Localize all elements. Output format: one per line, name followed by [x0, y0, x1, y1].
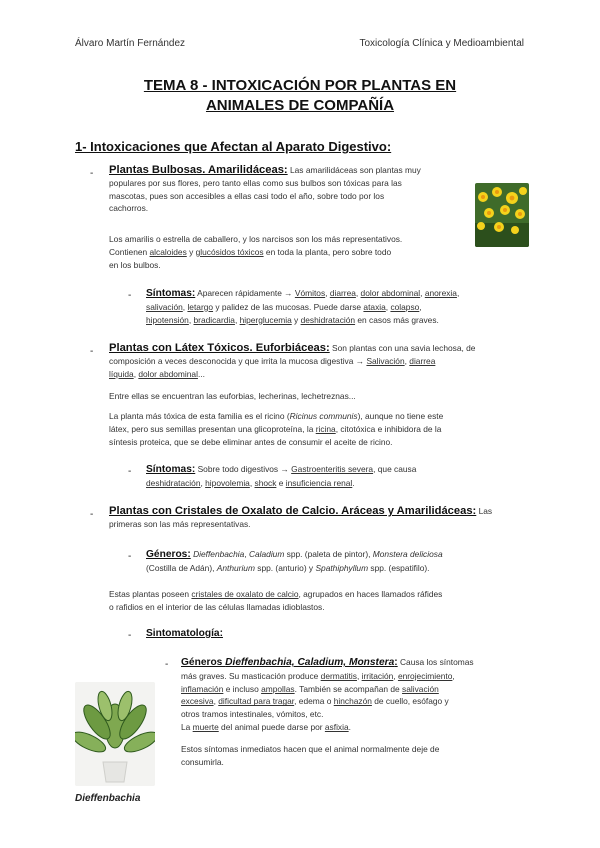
- text: populares por sus flores, pero tanto ellas como sus bulbos son tóxicas para las: [109, 177, 402, 188]
- term: dificultad para tragar: [218, 696, 295, 707]
- text: o rafidios en el interior de las células llamadas idioblastos.: [109, 601, 325, 612]
- text: (Costilla de Adán),: [146, 562, 217, 573]
- text: Sobre todo digestivos →: [195, 464, 292, 474]
- bullet-dash: -: [90, 168, 94, 179]
- term: colapso: [390, 301, 420, 312]
- term: excesiva: [181, 696, 214, 707]
- term: anorexia: [424, 288, 457, 298]
- text: del animal puede darse por: [218, 721, 325, 732]
- page-title-line1: TEMA 8 - INTOXICACIÓN POR PLANTAS EN: [143, 77, 457, 94]
- genera-label: Géneros: [181, 657, 226, 668]
- text: síntesis proteica, que se debe eliminar antes de consumir el aceite de ricino.: [109, 436, 393, 447]
- text: , edema o: [294, 696, 334, 707]
- term: letargo: [187, 301, 214, 312]
- latex-paragraph-3: [109, 410, 529, 448]
- term: hiperglucemia: [239, 314, 292, 325]
- term: bradicardia: [193, 314, 235, 325]
- dieffenbachia-details-2: [181, 743, 536, 769]
- text: ,: [325, 288, 330, 298]
- oxalato-genera: [146, 548, 531, 575]
- text: composición a veces desconocida y que irrita la mucosa digestiva →: [109, 355, 367, 366]
- term: shock: [254, 477, 277, 488]
- genus-name: Caladium: [248, 549, 285, 559]
- text: e: [276, 477, 286, 488]
- latex-paragraph: [109, 342, 529, 380]
- text: y: [186, 246, 196, 257]
- text: ,: [419, 301, 422, 312]
- text: en casos más graves.: [355, 314, 439, 325]
- text: ,: [355, 288, 361, 298]
- genus-name: Dieffenbachia: [193, 549, 245, 559]
- term: dolor abdominal: [138, 368, 198, 379]
- text: otros tramos intestinales, vómitos, etc.: [181, 709, 324, 720]
- text: ,: [452, 670, 455, 681]
- text: en los bulbos.: [109, 259, 161, 270]
- bullet-dash: -: [90, 346, 94, 357]
- bulbosas-paragraph-2: [109, 233, 469, 271]
- term: hinchazón: [333, 696, 372, 707]
- text: La: [181, 721, 193, 732]
- dieffenbachia-details: [181, 656, 536, 734]
- text: ,: [420, 288, 425, 298]
- text: Las amarilidáceas son plantas muy: [287, 165, 421, 175]
- text: Son plantas con una savia lechosa, de: [329, 343, 476, 353]
- latex-heading: Plantas con Látex Tóxicos. Euforbiáceas:: [109, 342, 330, 354]
- text: ,: [133, 368, 139, 379]
- daffodil-photo: [475, 183, 529, 247]
- text: Estos síntomas inmediatos hacen que el animal normalmente deje de: [181, 744, 440, 754]
- bulbosas-symptoms: [146, 287, 526, 326]
- latex-symptoms: [146, 463, 526, 490]
- text: en toda la planta, pero sobre todo: [263, 246, 392, 257]
- oxalato-paragraph: [109, 505, 534, 531]
- text: , que causa: [373, 464, 417, 474]
- text: Estas plantas poseen: [109, 589, 192, 599]
- text: primeras son las más representativas.: [109, 518, 251, 529]
- text: Aparecen rápidamente →: [195, 288, 295, 298]
- text: ,: [404, 355, 410, 366]
- text: más graves. Su masticación produce: [181, 670, 321, 681]
- text: ,: [213, 696, 219, 707]
- text: spp. (anturio) y: [254, 562, 316, 573]
- term: insuficiencia renal: [285, 477, 353, 488]
- text: ...: [197, 368, 205, 379]
- text: ,: [393, 670, 398, 681]
- term: deshidratación: [146, 477, 201, 488]
- bullet-dash: -: [128, 630, 132, 641]
- bulbosas-paragraph: [109, 164, 469, 215]
- term: ricina: [315, 423, 336, 434]
- term: salivación: [402, 683, 439, 694]
- text: spp. (paleta de pintor),: [284, 549, 373, 559]
- text: Contienen: [109, 246, 150, 257]
- term: dolor abdominal: [360, 288, 421, 298]
- text: ,: [356, 670, 362, 681]
- text: La planta más tóxica de esta familia es el ricino (: [109, 411, 290, 421]
- text: Las: [476, 506, 493, 516]
- bullet-dash: -: [128, 551, 132, 562]
- term: ampollas: [261, 683, 295, 694]
- text: consumirla.: [181, 756, 224, 767]
- text: y palidez de las mucosas. Puede darse: [213, 301, 364, 312]
- term: Vómitos: [294, 288, 326, 298]
- bullet-dash: -: [128, 466, 132, 477]
- text: :: [394, 657, 398, 668]
- text: ,: [234, 314, 240, 325]
- bullet-dash: -: [128, 290, 132, 301]
- species-name: Ricinus communis: [289, 411, 358, 421]
- symptomatology-label: Sintomatología:: [146, 628, 223, 639]
- term: inflamación: [181, 683, 224, 694]
- term: asfixia: [324, 721, 349, 732]
- text: ,: [200, 477, 206, 488]
- text: ,: [188, 314, 194, 325]
- text: e incluso: [223, 683, 262, 694]
- latex-paragraph-2: Entre ellas se encuentran las euforbias, lecherinas, lechetreznas...: [109, 391, 356, 401]
- text: ,: [385, 301, 391, 312]
- term: diarrea: [409, 355, 436, 366]
- term: glucósidos tóxicos: [195, 246, 264, 257]
- term: diarrea: [329, 288, 356, 298]
- text: Los amarilis o estrella de caballero, y los narcisos son los más representativos.: [109, 234, 403, 244]
- term: cristales de oxalato de calcio: [191, 589, 299, 599]
- term: Salivación: [366, 355, 405, 366]
- image-caption: Dieffenbachia: [75, 793, 141, 804]
- header-author: Álvaro Martín Fernández: [75, 38, 186, 49]
- term: Gastroenteritis severa: [291, 464, 374, 474]
- oxalato-heading: Plantas con Cristales de Oxalato de Calcio. Aráceas y Amarilidáceas:: [109, 505, 477, 517]
- term: alcaloides: [149, 246, 187, 257]
- text: mascotas, pues son accesibles a ellas casi todo el año, sobre todo por los: [109, 190, 385, 201]
- term: enrojecimiento: [397, 670, 453, 681]
- bullet-dash: -: [90, 509, 94, 520]
- bullet-dash: -: [165, 659, 169, 670]
- genus-name: Monstera deliciosa: [372, 549, 443, 559]
- text: ,: [249, 477, 255, 488]
- term: salivación: [146, 301, 183, 312]
- term: deshidratación: [300, 314, 356, 325]
- text: cachorros.: [109, 203, 149, 214]
- header-course: Toxicología Clínica y Medioambiental: [359, 38, 524, 49]
- text: ,: [456, 288, 460, 298]
- section-heading: 1- Intoxicaciones que Afectan al Aparato Digestivo:: [75, 139, 392, 154]
- term: dermatitis: [320, 670, 357, 681]
- text: .: [348, 721, 351, 732]
- text: ), aunque no tiene este: [357, 411, 444, 421]
- text: .: [352, 477, 355, 488]
- text: látex, pero sus semillas presentan una glicoproteína, la: [109, 423, 316, 434]
- term: líquida: [109, 368, 134, 379]
- symptoms-label: Síntomas:: [146, 464, 196, 475]
- genus-name: Dieffenbachia, Caladium, Monstera: [225, 657, 395, 668]
- page-title-line2: ANIMALES DE COMPAÑÍA: [205, 97, 395, 114]
- text: y: [291, 314, 301, 325]
- text: ,: [182, 301, 188, 312]
- term: muerte: [192, 721, 219, 732]
- genera-label: Géneros:: [146, 549, 191, 560]
- text: de cuello, esófago y: [371, 696, 449, 707]
- dieffenbachia-photo: [75, 682, 155, 786]
- text: , agrupados en haces llamados ráfides: [298, 589, 443, 599]
- term: hipotensión: [146, 314, 189, 325]
- symptomatology: [146, 627, 223, 641]
- text: ,: [244, 549, 249, 559]
- text: spp. (espatifilo).: [368, 562, 430, 573]
- bulbosas-heading: Plantas Bulbosas. Amarilidáceas:: [109, 164, 288, 176]
- text: . También se acompañan de: [294, 683, 403, 694]
- term: ataxia: [363, 301, 386, 312]
- genus-name: Anthurium: [216, 562, 255, 573]
- term: irritación: [361, 670, 394, 681]
- term: hipovolemia: [205, 477, 250, 488]
- symptoms-label: Síntomas:: [146, 288, 196, 299]
- text: , citotóxica e inhibidora de la: [335, 423, 442, 434]
- genus-name: Spathiphyllum: [315, 562, 369, 573]
- oxalato-crystals: [109, 588, 529, 614]
- text: Causa los síntomas: [397, 657, 474, 667]
